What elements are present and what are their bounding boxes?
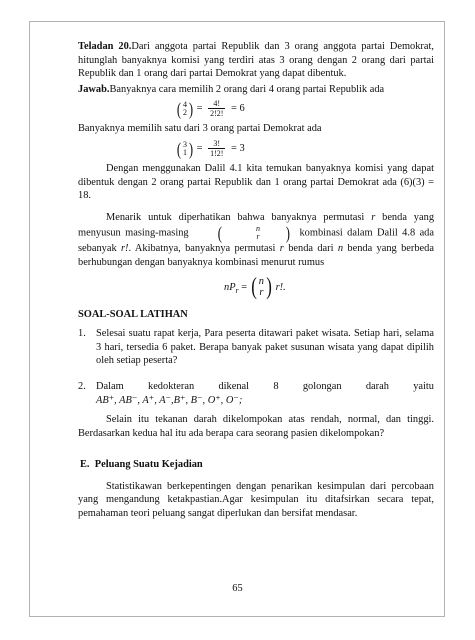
binom-r: 1 bbox=[183, 147, 187, 157]
section-title: Peluang Suatu Kejadian bbox=[94, 459, 203, 471]
section-e-paragraph: Statistikawan berkepentingen dengan penarikan kesimpulan dari percobaan yang mengandung ketakpastian.Agar kesimpulan itu ditafsirkan secara tepat, pemahaman teori peluang sangat diperlukan dan bersifat mendasar. bbox=[78, 480, 434, 520]
example-paragraph bbox=[78, 40, 434, 81]
answer-label: Jawab. bbox=[78, 83, 110, 95]
npr-rhs: r!. bbox=[275, 281, 286, 293]
exercise-number: 2. bbox=[78, 380, 86, 392]
section-e-heading bbox=[78, 458, 434, 472]
binom-r: r bbox=[259, 287, 264, 299]
fraction-denominator: 2!2! bbox=[210, 109, 224, 119]
fraction-2 bbox=[208, 139, 225, 158]
text-segment: kombinasi dalam Dalil 4.8 ada sebanyak bbox=[78, 227, 434, 255]
word: golongan bbox=[302, 380, 342, 392]
binom-n-r-inline: ( n r ) bbox=[217, 223, 290, 244]
npr-subscript: r bbox=[235, 285, 239, 295]
exercise-list bbox=[78, 327, 434, 407]
npr-lhs: nP bbox=[224, 281, 236, 293]
word: 8 bbox=[273, 380, 279, 392]
exercises-heading: SOAL-SOAL LATIHAN bbox=[78, 308, 188, 320]
equation-result: = 6 bbox=[231, 103, 245, 115]
text-segment: benda yang menyusun masing-masing bbox=[78, 211, 435, 239]
word: Dalam bbox=[96, 380, 124, 392]
fraction-denominator: 1!2! bbox=[210, 149, 224, 159]
example-text: Dari anggota partai Republik dan 3 orang anggota partai Demokrat, hitunglah banyaknya komisi yang terdiri atas 3 orang dengan 2 orang dari partai Republik dan 1 orang dari partai Demokrat yang dapat dibentuk. bbox=[78, 41, 434, 80]
answer-text-1: Banyaknya cara memilih 2 orang dari 4 orang partai Republik ada bbox=[109, 83, 385, 95]
binom-n-r-display: ( n r ) bbox=[250, 274, 272, 301]
word: dikenal bbox=[218, 380, 250, 392]
text-segment: benda dari bbox=[288, 243, 334, 255]
exercise-item-2 bbox=[78, 380, 434, 407]
exercise-number: 1. bbox=[78, 328, 86, 340]
answer-intro bbox=[78, 83, 434, 97]
binom-r: r bbox=[256, 232, 260, 242]
exercise-item-1 bbox=[78, 327, 434, 368]
paragraph-dalil: Dengan menggunakan Dalil 4.1 kita temukan banyaknya komisi yang dapat dibentuk dengan 2 orang partai Republik dan 1 orang partai Demokrat ada (6)(3) = 18. bbox=[78, 162, 434, 202]
blood-types: AB⁺, AB⁻, A⁺, A⁻,B⁺, B⁻, O⁺, O⁻; bbox=[96, 394, 243, 406]
exercise-text-line bbox=[96, 380, 434, 394]
binom-n: 4 bbox=[183, 99, 187, 109]
text-segment: benda yang berbeda berhubungan dengan banyaknya kombinasi menurut rumus bbox=[78, 243, 434, 268]
text-segment: . Akibatnya, banyaknya permutasi bbox=[128, 243, 276, 255]
equation-result: = 3 bbox=[231, 142, 245, 154]
binom-3-1: ( 3 1 ) bbox=[176, 138, 194, 159]
paragraph-permutation bbox=[78, 211, 434, 270]
binom-4-2: ( 4 2 ) bbox=[176, 98, 194, 119]
permutation-formula: $nP_r$ = ( n r ) r!. bbox=[224, 274, 286, 301]
example-label: Teladan 20. bbox=[78, 41, 132, 52]
fraction-1 bbox=[208, 99, 225, 118]
page-content bbox=[78, 40, 434, 521]
section-label: E. bbox=[80, 459, 90, 471]
fraction-numerator: 3! bbox=[208, 139, 225, 149]
variable-r: r bbox=[371, 211, 376, 223]
variable-n: n bbox=[337, 243, 344, 255]
word: kedokteran bbox=[148, 380, 195, 392]
word: darah bbox=[365, 380, 389, 392]
exercise-text bbox=[96, 380, 434, 407]
binom-n: 3 bbox=[183, 139, 187, 149]
fraction-numerator: 4! bbox=[208, 99, 225, 109]
binom-n: n bbox=[256, 224, 261, 234]
binom-n: n bbox=[258, 276, 264, 288]
page-number: 65 bbox=[232, 583, 243, 594]
r-factorial: r! bbox=[121, 243, 129, 255]
binom-r: 2 bbox=[183, 107, 187, 117]
answer-text-2: Banyaknya memilih satu dari 3 orang partai Demokrat ada bbox=[78, 123, 322, 135]
exercise-followup: Selain itu tekanan darah dikelompokan atas rendah, normal, dan tinggi. Berdasarkan kedua hal itu ada berapa cara seorang pasien dikelompokan? bbox=[78, 414, 434, 439]
text-segment: Menarik untuk diperhatikan bahwa banyaknya permutasi bbox=[106, 211, 365, 223]
equation-1: ( 4 2 ) = $\frac{4!}{2!2!}$ = 6 bbox=[176, 98, 245, 119]
equation-2: ( 3 1 ) = $\frac{3!}{1!2!}$ = 3 bbox=[176, 138, 245, 159]
word: yaitu bbox=[413, 380, 434, 392]
exercise-text: Selesai suatu rapat kerja, Para peserta ditawari paket wisata. Setiap hari, selama 3 hari, tersedia 6 paket. Berapa banyak paket susunan wisata yang dapat dipilih oleh setiap peserta? bbox=[96, 328, 434, 367]
variable-r: r bbox=[279, 243, 284, 255]
